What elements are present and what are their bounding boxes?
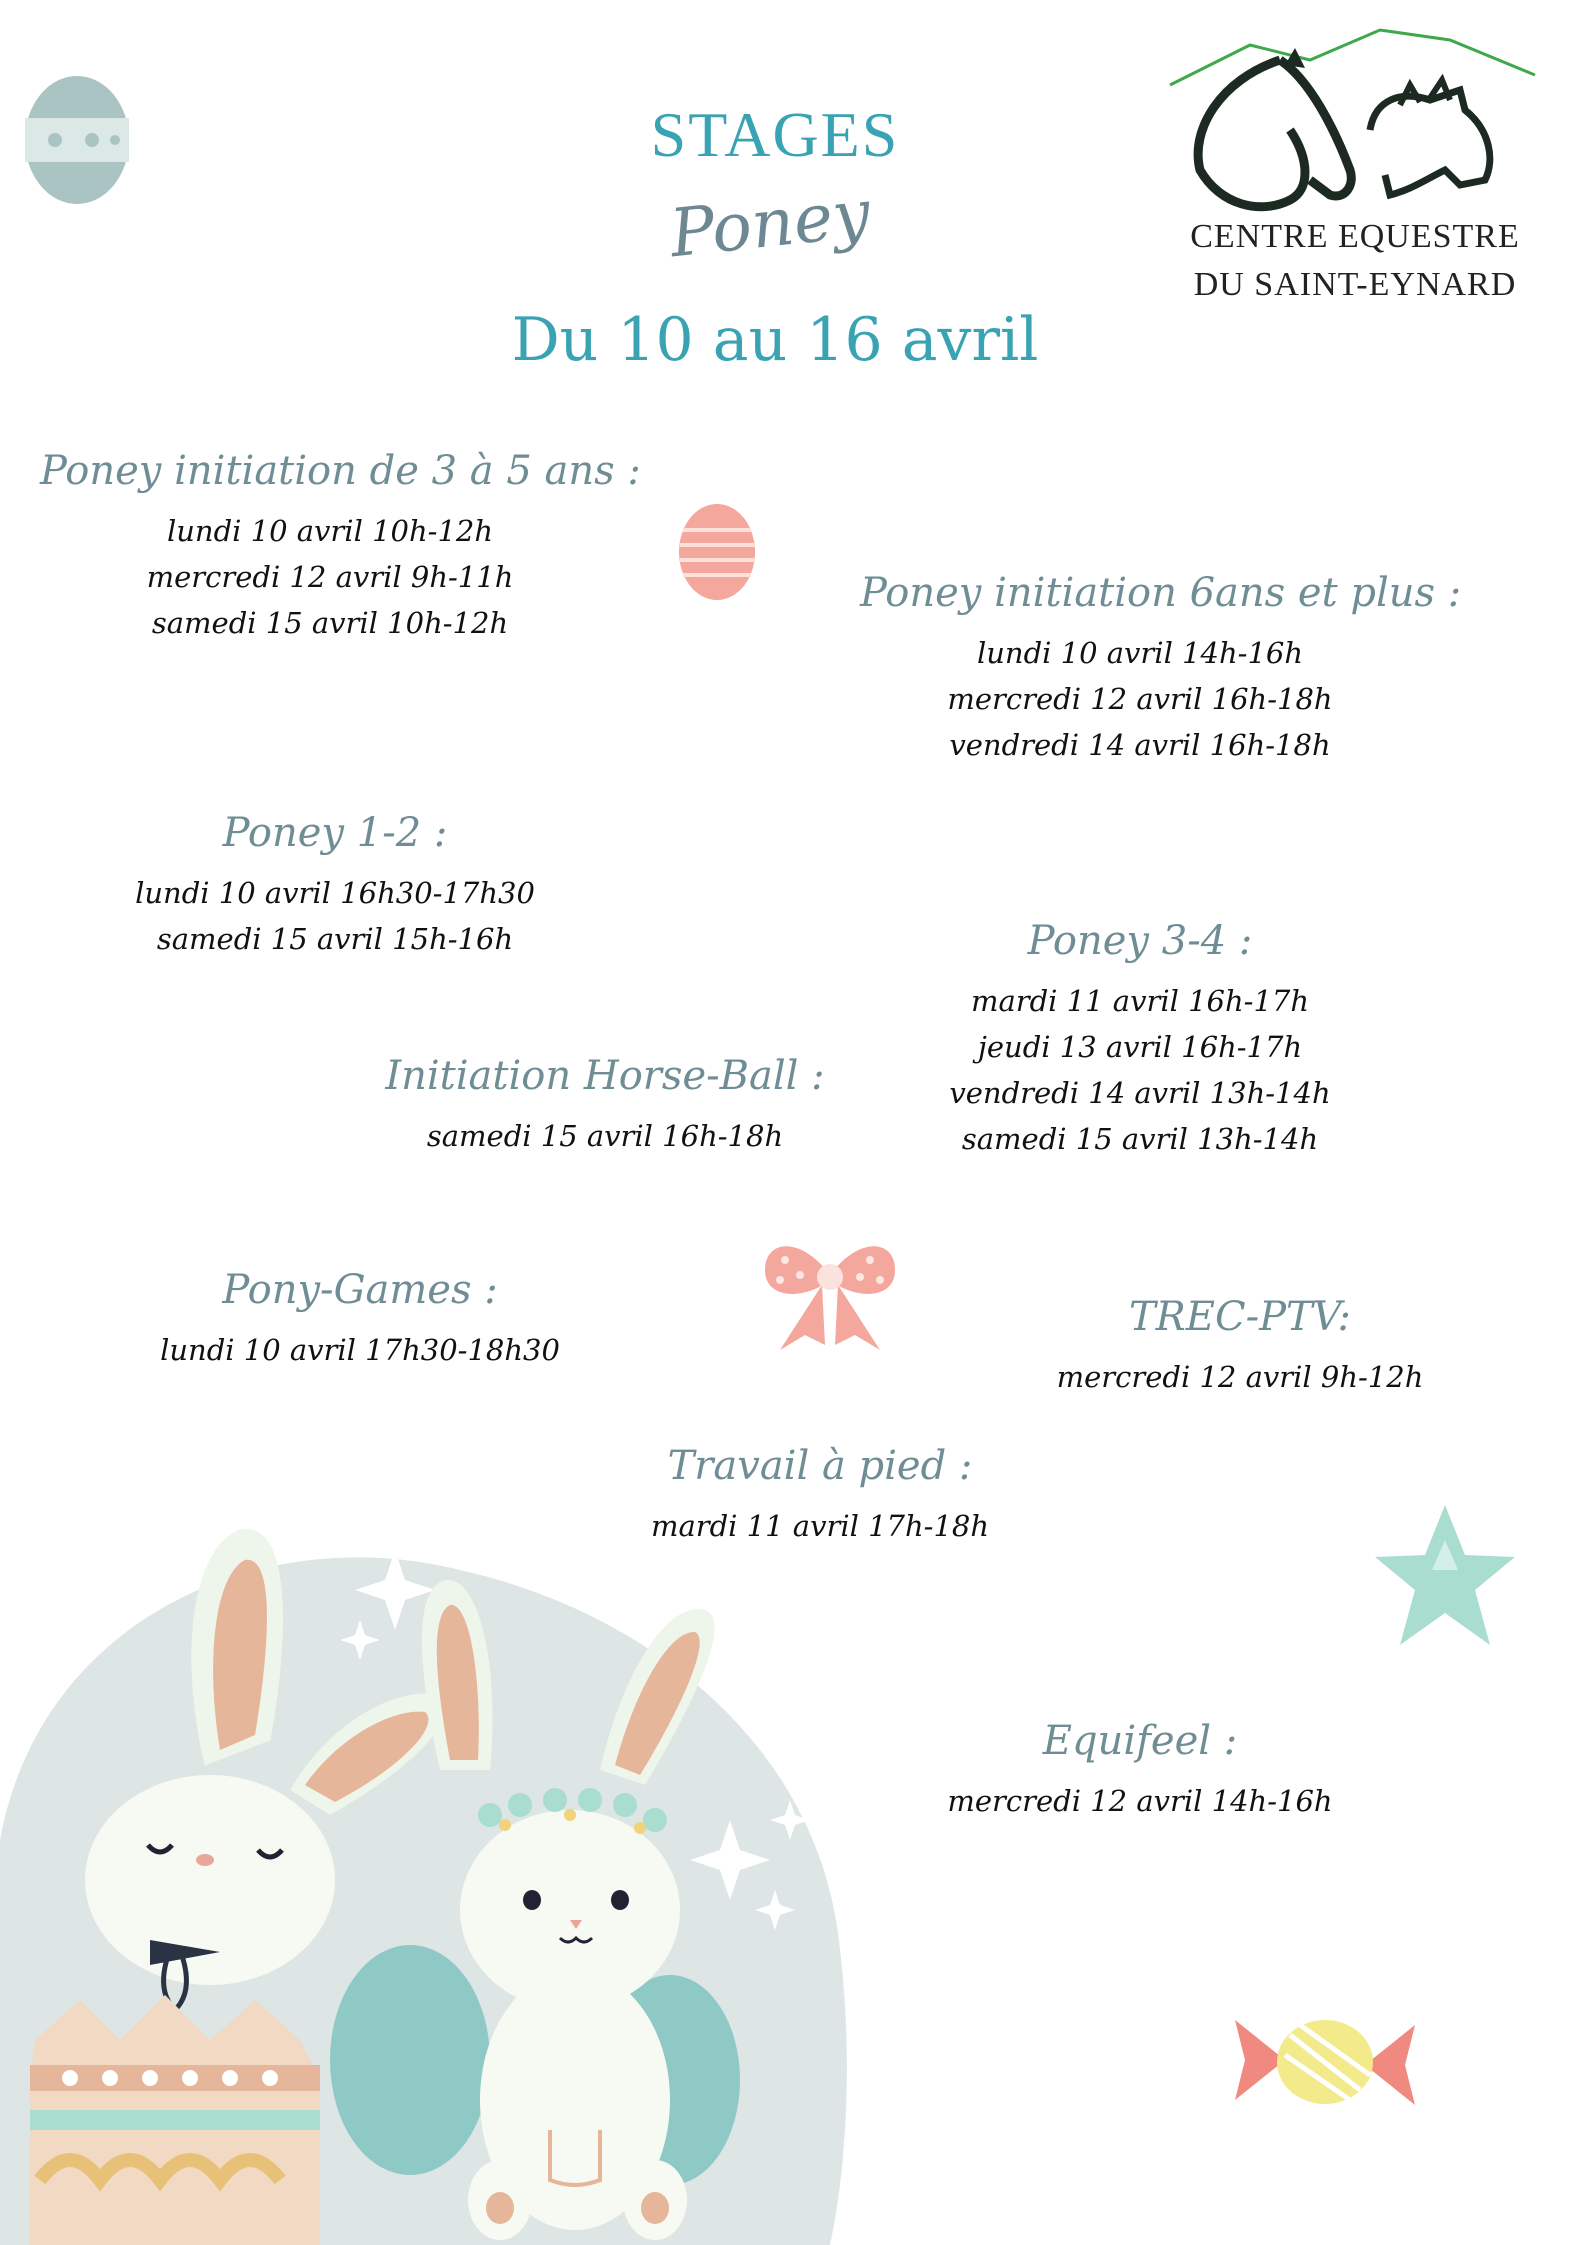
- schedule-line: mardi 11 avril 17h-18h: [650, 1509, 990, 1543]
- section-poney-initiation-6plus: [860, 570, 1462, 768]
- schedule-line: lundi 10 avril 14h-16h: [976, 636, 1304, 670]
- section-initiation-horse-ball: [380, 1053, 830, 1159]
- schedule-line: mardi 11 avril 16h-17h: [970, 984, 1310, 1018]
- section-title: Poney initiation 6ans et plus :: [860, 570, 1462, 616]
- schedule-line: mercredi 12 avril 9h-11h: [146, 560, 514, 594]
- section-title: Poney initiation de 3 à 5 ans :: [40, 448, 641, 494]
- easter-egg-icon: [675, 500, 760, 605]
- page-title: STAGES: [650, 99, 900, 170]
- page-subtitle: Poney: [666, 174, 874, 273]
- schedule-line: mercredi 12 avril 16h-18h: [947, 682, 1333, 716]
- schedule-line: mercredi 12 avril 14h-16h: [947, 1784, 1333, 1818]
- schedule-line: samedi 15 avril 10h-12h: [151, 606, 509, 640]
- bow-icon: [760, 1235, 900, 1355]
- schedule-line: samedi 15 avril 16h-18h: [426, 1119, 784, 1153]
- section-poney-3-4: [940, 918, 1340, 1162]
- bunny-illustration: [0, 1480, 900, 2245]
- candy-icon: [1230, 2005, 1420, 2120]
- section-trec-ptv: [1040, 1294, 1440, 1400]
- section-pony-games: [150, 1267, 570, 1373]
- section-poney-initiation-3-5: [40, 448, 641, 646]
- schedule-line: jeudi 13 avril 16h-17h: [977, 1030, 1303, 1064]
- schedule-line: mercredi 12 avril 9h-12h: [1056, 1360, 1424, 1394]
- schedule-line: lundi 10 avril 16h30-17h30: [135, 876, 535, 910]
- schedule-line: samedi 15 avril 13h-14h: [961, 1122, 1319, 1156]
- schedule-line: vendredi 14 avril 16h-18h: [949, 728, 1331, 762]
- section-title: Pony-Games :: [222, 1267, 498, 1313]
- section-title: Initiation Horse-Ball :: [385, 1053, 825, 1099]
- section-poney-1-2: [130, 810, 540, 962]
- section-title: Equifeel :: [1042, 1718, 1238, 1764]
- date-range: Du 10 au 16 avril: [511, 305, 1039, 375]
- section-title: Poney 1-2 :: [222, 810, 448, 856]
- schedule-line: lundi 10 avril 10h-12h: [166, 514, 494, 548]
- section-title: TREC-PTV:: [1128, 1294, 1352, 1340]
- section-title: Poney 3-4 :: [1027, 918, 1253, 964]
- logo-line-1: CENTRE EQUESTRE: [1190, 218, 1520, 255]
- schedule-line: lundi 10 avril 17h30-18h30: [160, 1333, 560, 1367]
- section-travail-a-pied: [620, 1443, 1020, 1549]
- schedule-line: vendredi 14 avril 13h-14h: [949, 1076, 1331, 1110]
- schedule-line: samedi 15 avril 15h-16h: [156, 922, 514, 956]
- star-icon: [1370, 1495, 1520, 1655]
- section-equifeel: [940, 1718, 1340, 1824]
- logo-line-2: DU SAINT-EYNARD: [1193, 266, 1517, 303]
- section-title: Travail à pied :: [667, 1443, 973, 1489]
